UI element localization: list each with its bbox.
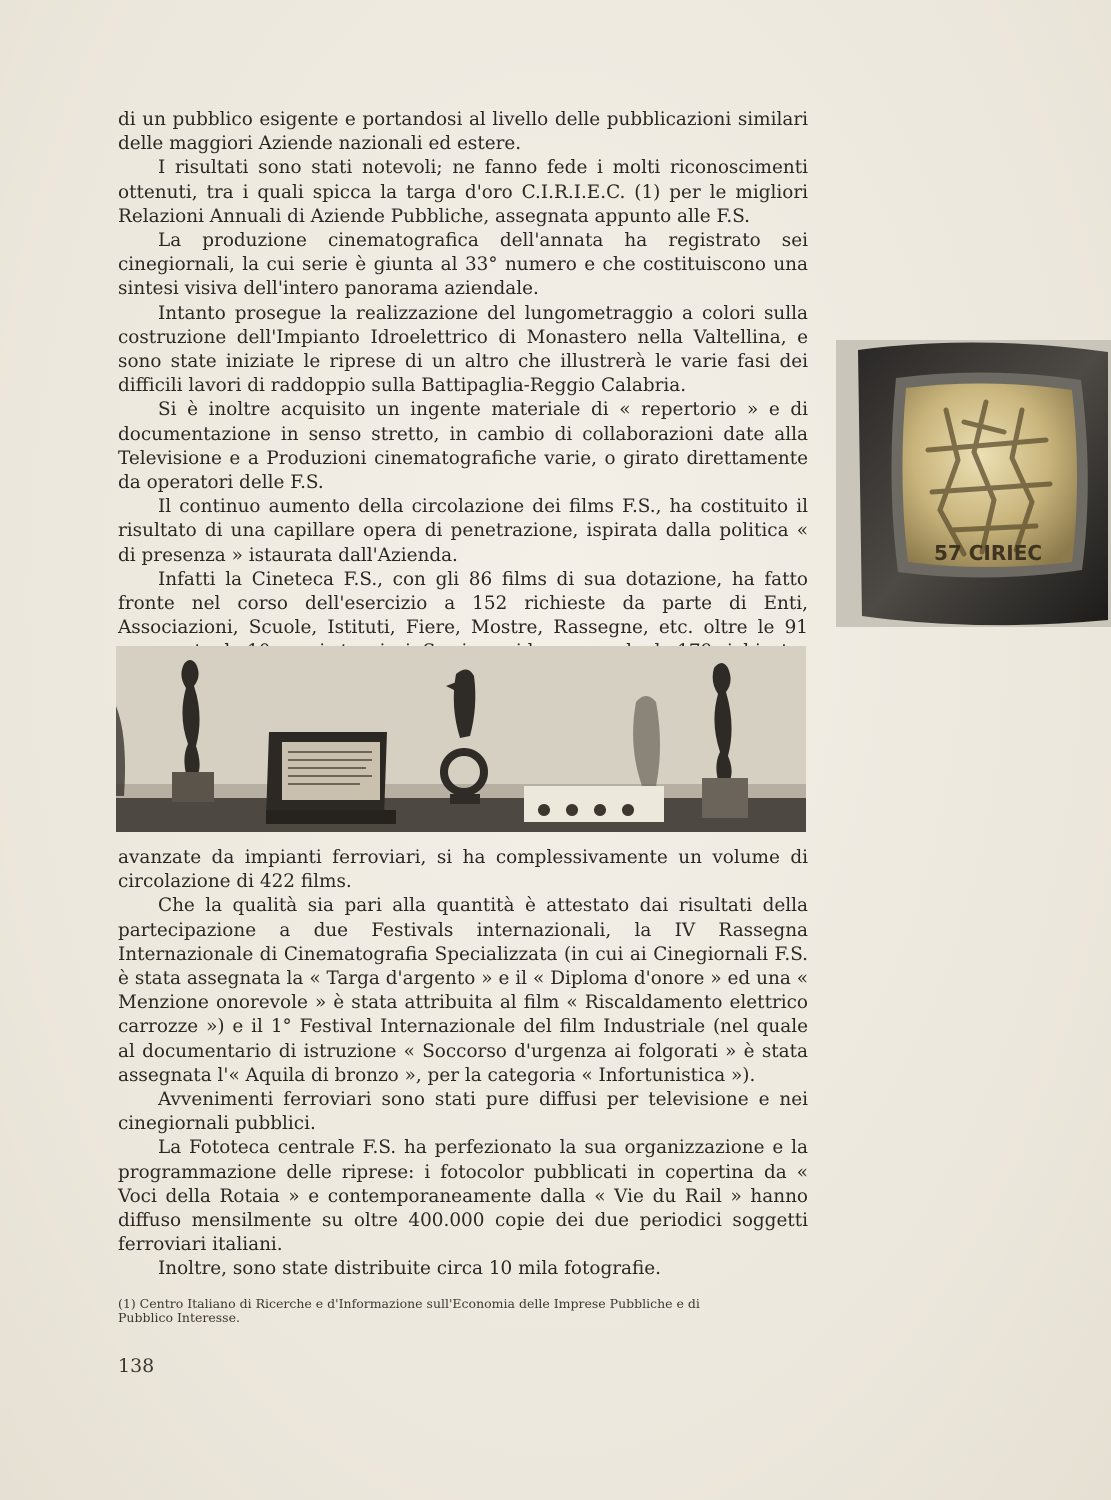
body-text-top [118,108,808,665]
gold-plaque-photo [836,340,1111,627]
plaque-inscription: 57 CIRIEC [933,541,1043,565]
trophies-photo [116,646,806,832]
paragraph: avanzate da impianti ferroviari, si ha complessivamente un volume di circolazione di 422 films. [118,847,808,893]
paragraph: Il continuo aumento della circolazione dei films F.S., ha costituito il risultato di una capillare opera di penetrazione, ispirata dalla politica « di presenza » istaurata dall'Azienda. [118,496,808,566]
plaque-illustration [836,340,1111,627]
trophies-illustration [116,646,806,832]
page-number: 138 [118,1355,155,1377]
paragraph: Inoltre, sono state distribuite circa 10 mila fotografie. [158,1258,661,1280]
paragraph: La Fototeca centrale F.S. ha perfezionato la sua organizzazione e la programmazione delle riprese: i fotocolor pubblicati in copertina da « Voci della Rotaia » e contemporaneamente dalla « Vie du Rail » hanno diffuso mensilmente su oltre 400.000 copie dei due periodici soggetti ferroviari italiani. [118,1137,808,1256]
medals-box [524,786,664,822]
paragraph: Che la qualità sia pari alla quantità è attestato dai risultati della partecipazione a due Festivals internazionali, la IV Rassegna Internazionale di Cinematografia Specializzata (in cui ai Cinegiornali F.S. è stata assegnata la « Targa d'argento » e il « Diploma d'onore » ed una « Menzione onorevole » è stata attribuita al film « Riscaldamento elettrico carrozze ») e il 1° Festival Internazionale del film Industriale (nel quale al documentario di istruzione « Soccorso d'urgenza ai folgorati » è stata assegnata l'« Aquila di bronzo », per la categoria « Infortunistica »). [118,895,808,1086]
paragraph: Infatti la Cineteca F.S., con gli 86 films di sua dotazione, ha fatto fronte nel corso dell'esercizio a 152 richieste da parte di Enti, Associazioni, Scuole, Istituti, Fiere, Mostre, Rassegne, etc. oltre le 91 [118,568,808,639]
diploma-plaque [266,732,396,824]
paragraph: Si è inoltre acquisito un ingente materiale di « repertorio » e di documentazione in senso stretto, in cambio di collaborazioni date alla Televisione e a Produzioni cinematografiche varie, o girato direttamente da operatori delle F.S. [118,399,808,494]
paragraph: I risultati sono stati notevoli; ne fanno fede i molti riconoscimenti ottenuti, tra i quali spicca la targa d'oro C.I.R.I.E.C. (1) per le migliori Relazioni Annuali di Aziende Pubbliche, assegnata appunto alle F.S. [118,157,808,227]
paragraph: La produzione cinematografica dell'annata ha registrato sei cinegiornali, la cui serie è giunta al 33° numero e che costituiscono una sintesi visiva dell'intero panorama aziendale. [118,230,808,300]
body-text-bottom [118,846,808,1282]
paragraph: Avvenimenti ferroviari sono stati pure diffusi per televisione e nei cinegiornali pubblici. [118,1089,808,1135]
paragraph: di un pubblico esigente e portandosi al livello delle pubblicazioni similari delle maggiori Aziende nazionali ed estere. [118,109,808,155]
footnote: (1) Centro Italiano di Ricerche e d'Informazione sull'Economia delle Imprese Pubbliche e di Pubblico Interesse. [118,1296,700,1325]
paragraph: Intanto prosegue la realizzazione del lungometraggio a colori sulla costruzione dell'Impianto Idroelettrico di Monastero nella Valtellina, e sono state iniziate le riprese di un altro che illustrerà le varie fasi dei difficili lavori di raddoppio sulla Battipaglia-Reggio Calabria. [118,302,808,397]
